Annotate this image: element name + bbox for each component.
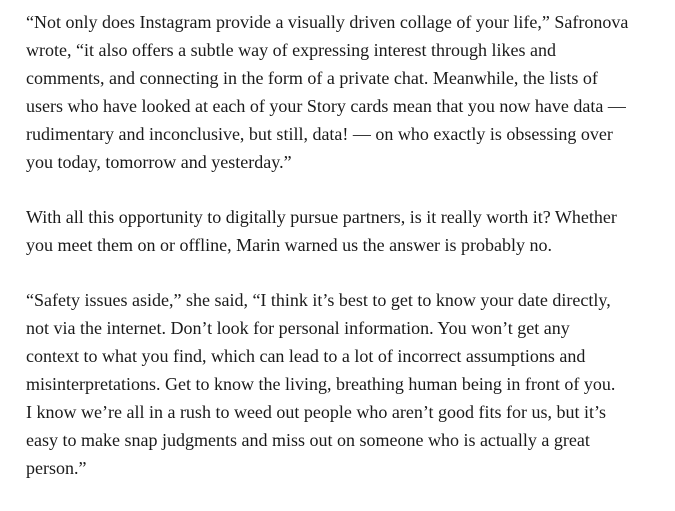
text-line: wrote, “it also offers a subtle way of expressing interest through likes and	[26, 40, 557, 60]
text-line: not via the internet. Don’t look for personal information. You won’t get any	[26, 318, 570, 338]
text-line: “Not only does Instagram provide a visually driven collage of your life,” Safronova	[26, 12, 629, 32]
paragraph-instagram-quote	[26, 8, 656, 176]
text-line: context to what you find, which can lead to a lot of incorrect assumptions and	[26, 346, 586, 366]
text-line: rudimentary and inconclusive, but still, data! — on who exactly is obsessing over	[26, 124, 613, 144]
text-line: misinterpretations. Get to know the living, breathing human being in front of you.	[26, 374, 616, 394]
paragraph-worth-it	[26, 203, 656, 259]
text-line: comments, and connecting in the form of a private chat. Meanwhile, the lists of	[26, 68, 598, 88]
text-line: easy to make snap judgments and miss out on someone who is actually a great	[26, 430, 590, 450]
text-line: you today, tomorrow and yesterday.”	[26, 152, 292, 172]
text-line: users who have looked at each of your Story cards mean that you now have data —	[26, 96, 626, 116]
text-line: “Safety issues aside,” she said, “I think it’s best to get to know your date directly,	[26, 290, 611, 310]
paragraph-marin-quote	[26, 286, 656, 482]
text-line: you meet them on or offline, Marin warned us the answer is probably no.	[26, 235, 553, 255]
text-line: I know we’re all in a rush to weed out people who aren’t good fits for us, but it’s	[26, 402, 607, 422]
text-line: With all this opportunity to digitally pursue partners, is it really worth it? Whether	[26, 207, 617, 227]
text-line: person.”	[26, 458, 87, 478]
